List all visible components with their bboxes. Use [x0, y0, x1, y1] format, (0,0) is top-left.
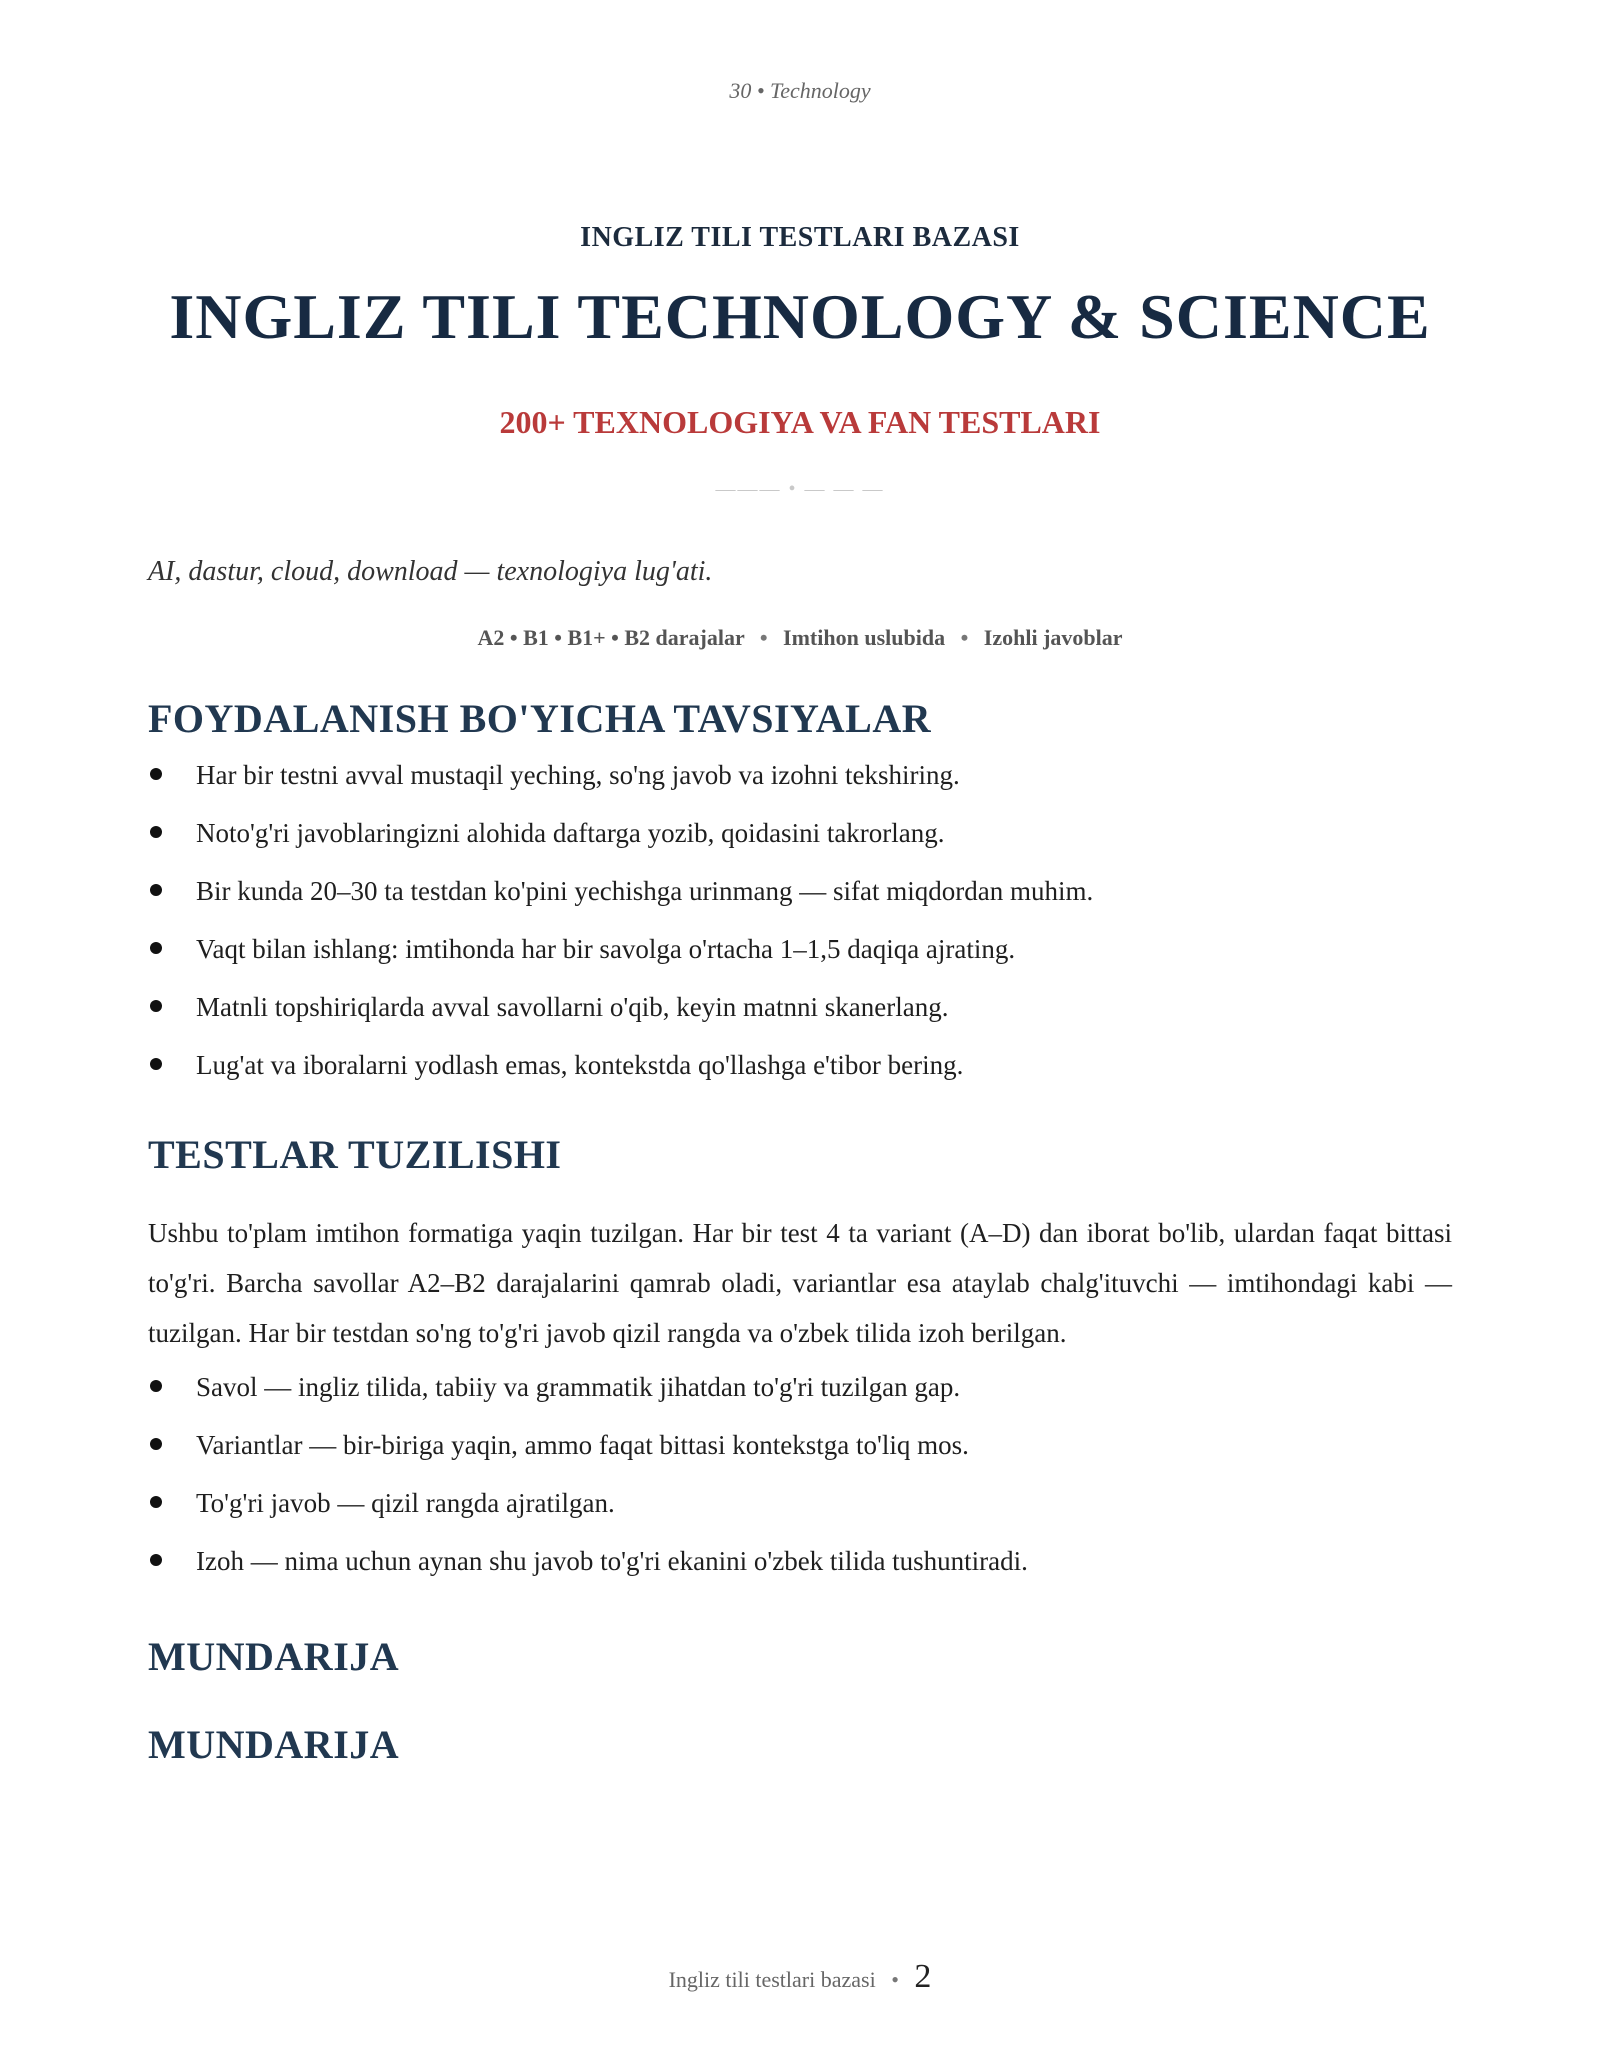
bullet-icon — [150, 1058, 162, 1070]
bullet-icon — [150, 1496, 162, 1508]
bullet-icon — [150, 884, 162, 896]
bullet-icon — [150, 1554, 162, 1566]
list-item — [148, 804, 1452, 862]
list-item-text: Bir kunda 20–30 ta testdan ko'pini yechishga urinmang — sifat miqdordan muhim. — [196, 876, 1094, 906]
document-kicker: INGLIZ TILI TESTLARI BAZASI — [580, 222, 1020, 253]
page-footer — [0, 1958, 1600, 1996]
list-item-text: To'g'ri javob — qizil rangda ajratilgan. — [196, 1488, 615, 1518]
divider-ornament: ——— • — — — — [715, 478, 885, 500]
levels-text: A2 • B1 • B1+ • B2 darajalar — [477, 625, 745, 650]
list-item — [148, 1358, 1452, 1416]
footer-separator: • — [891, 1967, 899, 1992]
footer-text: Ingliz tili testlari bazasi — [668, 1967, 876, 1992]
bullet-icon — [150, 768, 162, 780]
tagline: AI, dastur, cloud, download — texnologiya lug'ati. — [148, 556, 713, 587]
page-number: 2 — [914, 1958, 932, 1995]
main-content — [148, 548, 1452, 1772]
bullet-icon — [150, 942, 162, 954]
structure-list — [148, 1358, 1452, 1590]
list-item-text: Har bir testni avval mustaqil yeching, so'ng javob va izohni tekshiring. — [196, 760, 960, 790]
page-subtitle: 200+ TEXNOLOGIYA VA FAN TESTLARI — [499, 404, 1101, 440]
page-title: INGLIZ TILI TECHNOLOGY & SCIENCE — [169, 281, 1431, 352]
list-item-text: Matnli topshiriqlarda avval savollarni o'qib, keyin matnni skanerlang. — [196, 992, 949, 1022]
list-item-text: Izoh — nima uchun aynan shu javob to'g'ri ekanini o'zbek tilida tushuntiradi. — [196, 1546, 1028, 1576]
section-heading-toc: MUNDARIJA — [148, 1634, 400, 1679]
list-item — [148, 1474, 1452, 1532]
list-item-text: Vaqt bilan ishlang: imtihonda har bir savolga o'rtacha 1–1,5 daqiqa ajrating. — [196, 934, 1016, 964]
list-item-text: Noto'g'ri javoblaringizni alohida daftarga yozib, qoidasini takrorlang. — [196, 818, 945, 848]
bullet-icon — [150, 1438, 162, 1450]
section-heading-toc-repeat: MUNDARIJA — [148, 1722, 400, 1767]
list-item — [148, 1036, 1452, 1094]
levels-separator: • — [759, 625, 768, 650]
levels-bar — [148, 618, 1452, 658]
bullet-icon — [150, 1380, 162, 1392]
list-item-text: Variantlar — bir-biriga yaqin, ammo faqat bittasi kontekstga to'liq mos. — [196, 1430, 969, 1460]
list-item — [148, 1532, 1452, 1590]
list-item — [148, 920, 1452, 978]
list-item-text: Lug'at va iboralarni yodlash emas, kontekstda qo'llashga e'tibor bering. — [196, 1050, 964, 1080]
section-heading-tips: FOYDALANISH BO'YICHA TAVSIYALAR — [148, 696, 932, 741]
running-header: 30 • Technology — [729, 78, 871, 103]
bullet-icon — [150, 1000, 162, 1012]
bullet-icon — [150, 826, 162, 838]
format-text: Imtihon uslubida — [783, 625, 946, 650]
list-item — [148, 978, 1452, 1036]
answers-text: Izohli javoblar — [983, 625, 1123, 650]
tips-list — [148, 746, 1452, 1094]
list-item — [148, 862, 1452, 920]
list-item — [148, 1416, 1452, 1474]
list-item-text: Savol — ingliz tilida, tabiiy va grammatik jihatdan to'g'ri tuzilgan gap. — [196, 1372, 961, 1402]
section-heading-structure: TESTLAR TUZILISHI — [148, 1132, 562, 1177]
list-item — [148, 746, 1452, 804]
levels-separator: • — [960, 625, 969, 650]
structure-paragraph: Ushbu to'plam imtihon formatiga yaqin tuzilgan. Har bir test 4 ta variant (A–D) dan iborat bo'lib, ulardan faqat bittasi to'g'ri. Barcha savollar A2–B2 darajalarini qamrab oladi, variantlar esa ataylab chalg'ituvchi — imtihondagi kabi — tuzilgan. Har bir testdan so'ng to'g'ri javob qizil rangda va o'zbek tilida izoh berilgan. — [148, 1218, 1452, 1348]
